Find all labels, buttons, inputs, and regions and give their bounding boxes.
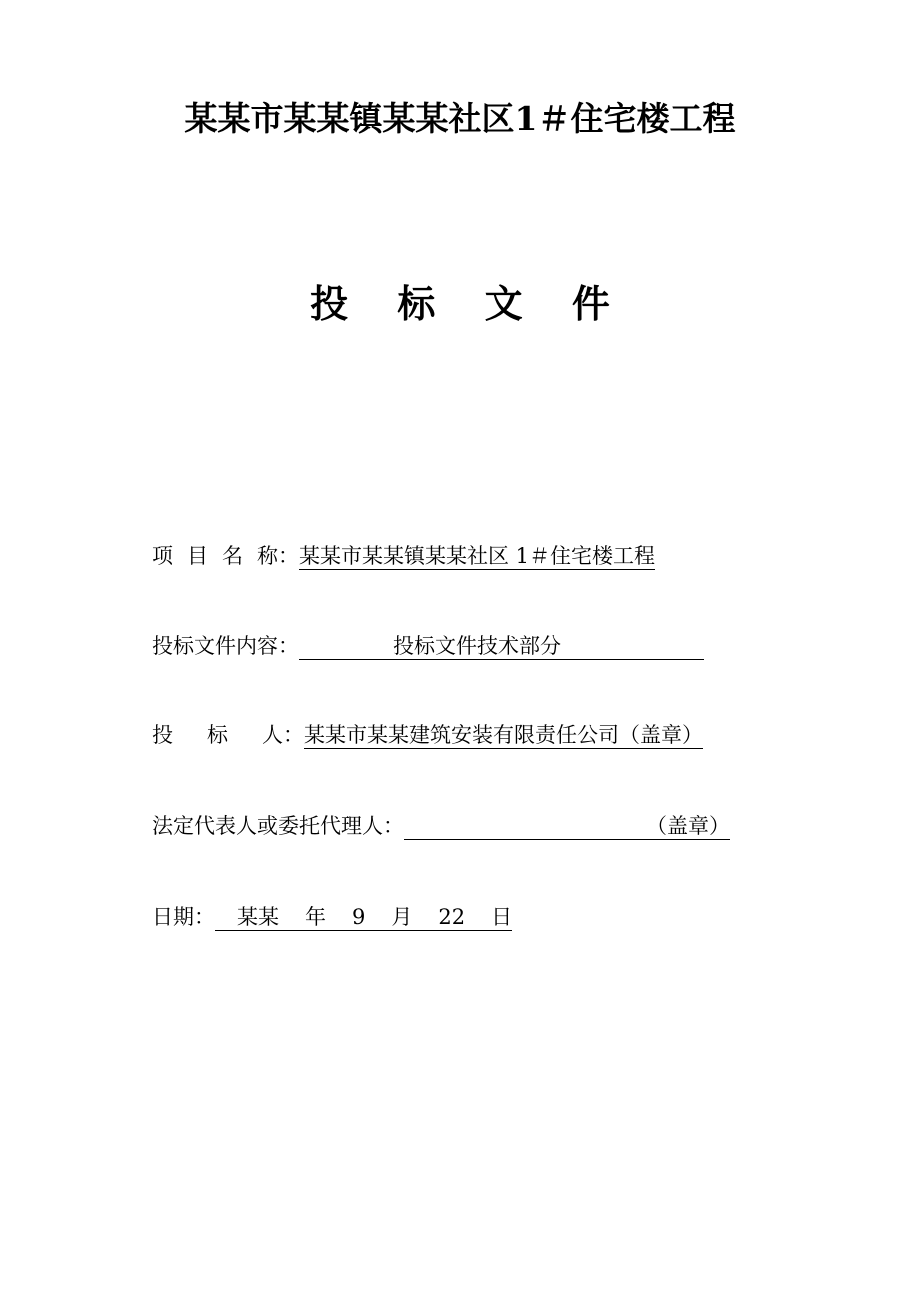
doc-title-char: 投 bbox=[310, 281, 349, 326]
bidder-label bbox=[152, 720, 304, 750]
label-char: 目 bbox=[187, 544, 208, 568]
field-date bbox=[152, 902, 512, 932]
field-representative bbox=[152, 811, 730, 841]
label-char: 人 bbox=[262, 723, 283, 747]
doc-title-char: 标 bbox=[397, 281, 436, 326]
label-char: 称 bbox=[257, 544, 278, 568]
doc-title-char: 件 bbox=[571, 281, 610, 326]
content-value-line bbox=[299, 633, 704, 660]
project-name-value: 某某市某某镇某某社区 1＃住宅楼工程 bbox=[299, 544, 656, 568]
project-title: 某某市某某镇某某社区1＃住宅楼工程 bbox=[184, 99, 736, 138]
representative-value: （盖章） bbox=[646, 814, 730, 838]
representative-label: 法定代表人或委托代理人： bbox=[152, 814, 404, 838]
representative-value-line bbox=[404, 813, 730, 840]
content-label: 投标文件内容： bbox=[152, 634, 299, 658]
label-char: 项 bbox=[152, 544, 173, 568]
date-month: 9 bbox=[352, 905, 366, 929]
date-value-line bbox=[215, 904, 512, 931]
field-bidder bbox=[152, 720, 703, 750]
label-char: 标 bbox=[207, 723, 228, 747]
field-project-name bbox=[152, 541, 655, 571]
label-colon: ： bbox=[278, 544, 299, 568]
date-year: 某某 bbox=[237, 905, 279, 929]
project-name-label bbox=[152, 541, 299, 571]
field-content bbox=[152, 631, 704, 661]
document-title bbox=[0, 280, 920, 328]
date-month-unit: 月 bbox=[391, 905, 413, 929]
date-year-unit: 年 bbox=[305, 905, 326, 929]
date-label: 日期： bbox=[152, 905, 215, 929]
bidder-value: 某某市某某建筑安装有限责任公司（盖章） bbox=[304, 723, 703, 747]
date-day-unit: 日 bbox=[491, 905, 513, 929]
content-value: 投标文件技术部分 bbox=[393, 634, 561, 658]
label-colon: ： bbox=[283, 723, 304, 747]
label-char: 名 bbox=[222, 544, 243, 568]
date-day: 22 bbox=[438, 905, 466, 929]
label-char: 投 bbox=[152, 723, 173, 747]
doc-title-char: 文 bbox=[484, 281, 523, 326]
